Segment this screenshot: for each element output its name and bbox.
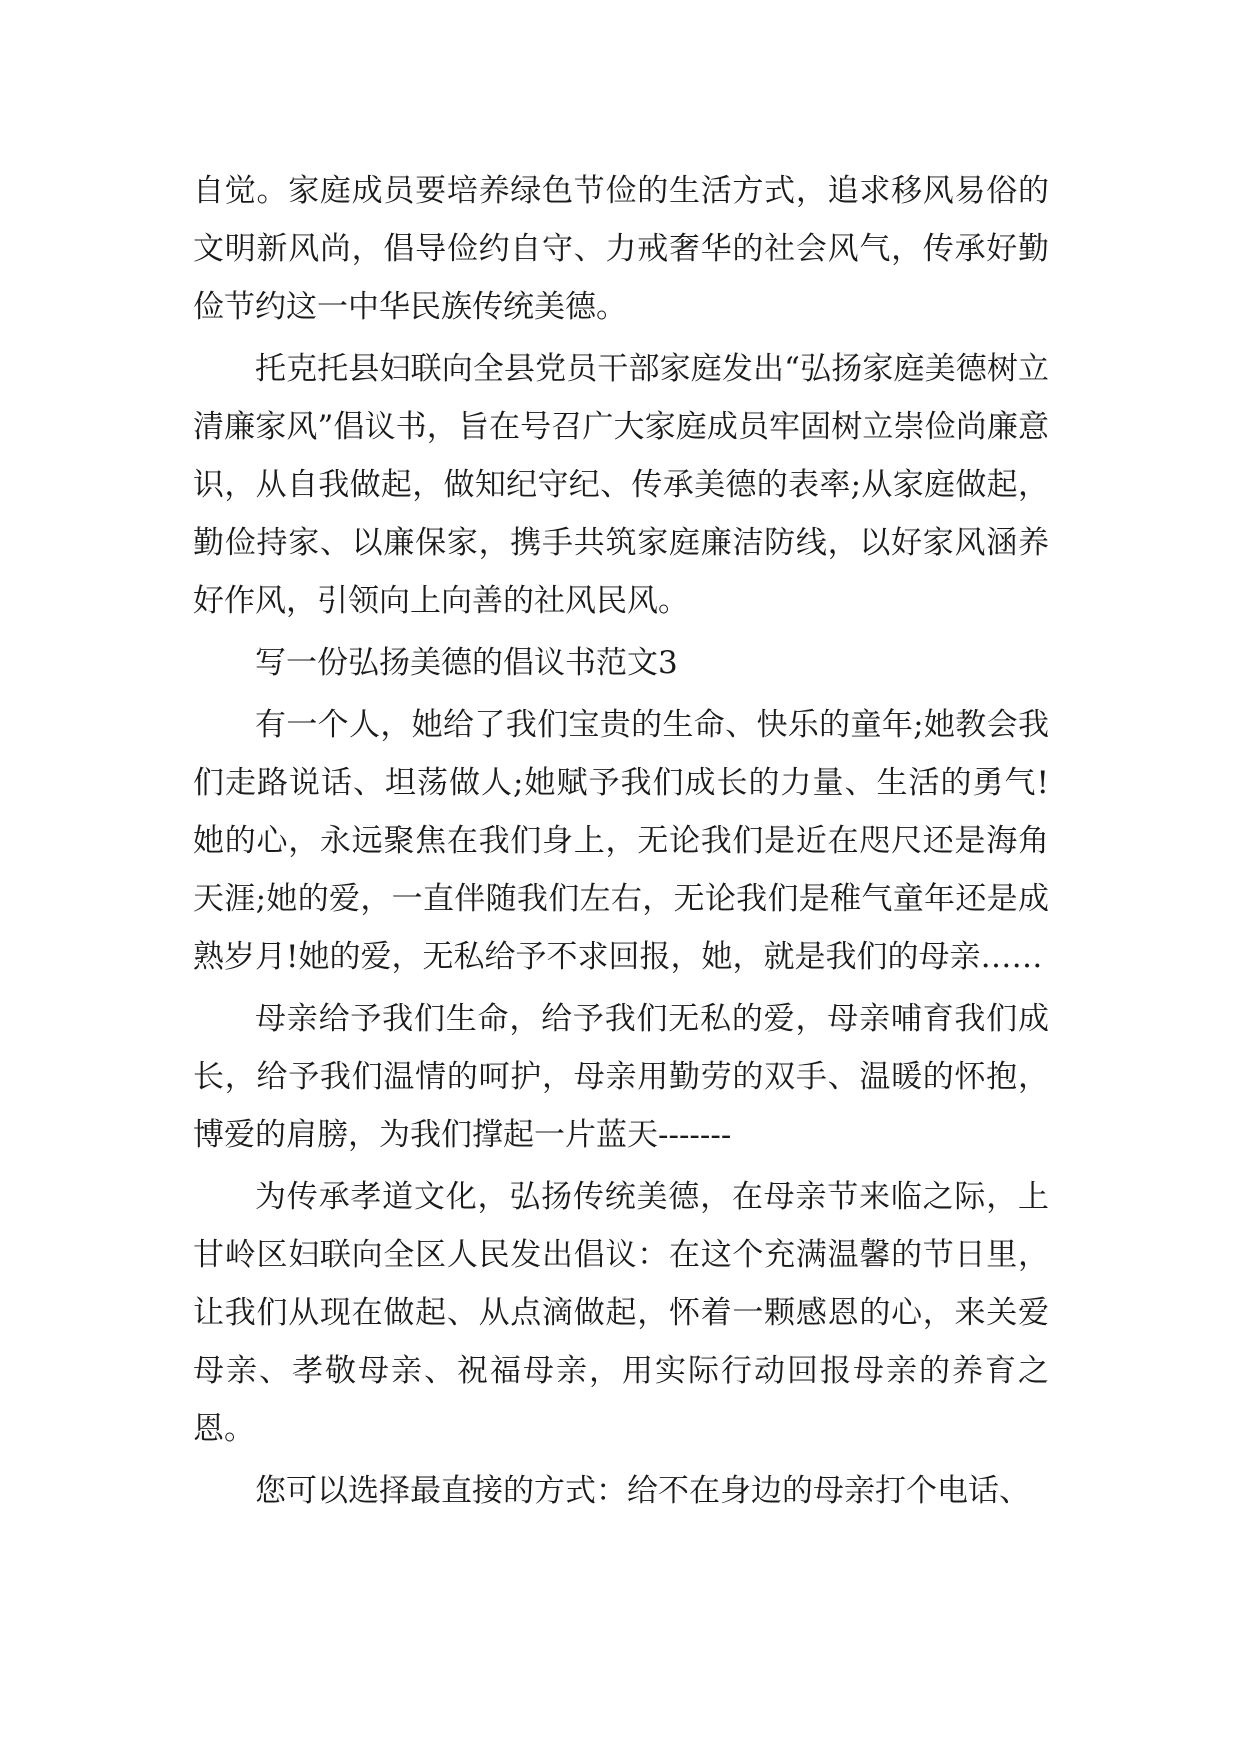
paragraph-1: 自觉。家庭成员要培养绿色节俭的生活方式，追求移风易俗的文明新风尚，倡导俭约自守、力戒奢华的社会风气，传承好勤俭节约这一中华民族传统美德。 <box>193 173 1049 325</box>
paragraph-5: 为传承孝道文化，弘扬传统美德，在母亲节来临之际，上甘岭区妇联向全区人民发出倡议：在这个充满温馨的节日里，让我们从现在做起、从点滴做起，怀着一颗感恩的心，来关爱母亲、孝敬母亲、祝福母亲，用实际行动回报母亲的养育之恩。 <box>193 1179 1049 1447</box>
document-body <box>193 162 1049 1520</box>
paragraph-4: 母亲给予我们生命，给予我们无私的爱，母亲哺育我们成长，给予我们温情的呵护，母亲用勤劳的双手、温暖的怀抱，博爱的肩膀，为我们撑起一片蓝天------- <box>193 1001 1049 1153</box>
paragraph-3: 有一个人，她给了我们宝贵的生命、快乐的童年;她教会我们走路说话、坦荡做人;她赋予我们成长的力量、生活的勇气!她的心，永远聚焦在我们身上，无论我们是近在咫尺还是海角天涯;她的爱，一直伴随我们左右，无论我们是稚气童年还是成熟岁月!她的爱，无私给予不求回报，她，就是我们的母亲…… <box>193 707 1049 975</box>
paragraph-6: 您可以选择最直接的方式：给不在身边的母亲打个电话、 <box>255 1473 1030 1509</box>
section-heading: 写一份弘扬美德的倡议书范文3 <box>255 645 678 681</box>
paragraph-2: 托克托县妇联向全县党员干部家庭发出“弘扬家庭美德树立清廉家风”倡议书，旨在号召广大家庭成员牢固树立崇俭尚廉意识，从自我做起，做知纪守纪、传承美德的表率;从家庭做起，勤俭持家、以廉保家，携手共筑家庭廉洁防线，以好家风涵养好作风，引领向上向善的社风民风。 <box>193 351 1049 619</box>
